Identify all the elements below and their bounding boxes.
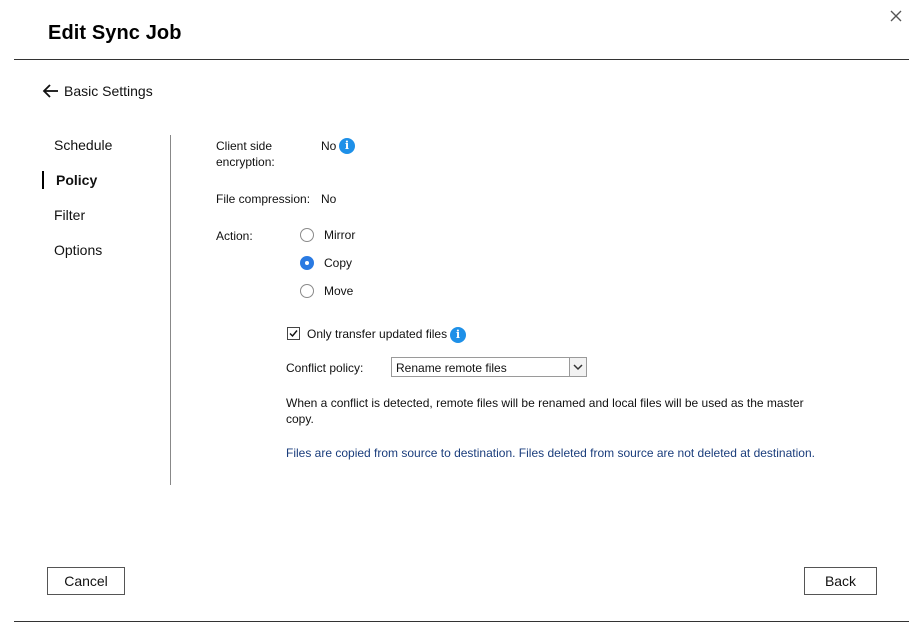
encryption-label-line2: encryption: (216, 155, 275, 169)
encryption-value: No (321, 139, 337, 153)
conflict-policy-label: Conflict policy: (286, 361, 364, 375)
radio-mirror[interactable] (300, 228, 314, 242)
only-updated-info-icon[interactable]: i (450, 327, 466, 343)
encryption-info-icon[interactable]: i (339, 138, 355, 154)
radio-move-label[interactable]: Move (324, 284, 354, 298)
cancel-button[interactable]: Cancel (47, 567, 125, 595)
nav-item-options[interactable]: Options (54, 242, 103, 258)
radio-copy-label[interactable]: Copy (324, 256, 353, 270)
only-updated-label[interactable]: Only transfer updated files (307, 327, 448, 341)
chevron-down-icon (569, 358, 586, 376)
back-button[interactable]: Back (804, 567, 877, 595)
conflict-description: When a conflict is detected, remote files will be renamed and local files will be used as the master copy. (286, 396, 804, 426)
action-label: Action: (216, 229, 253, 243)
nav-divider (170, 135, 171, 485)
nav-active-indicator (42, 171, 44, 189)
dialog-title: Edit Sync Job (48, 22, 182, 44)
conflict-policy-select[interactable] (391, 357, 587, 377)
conflict-policy-value: Rename remote files (396, 361, 507, 375)
footer-divider (14, 621, 909, 622)
action-description: Files are copied from source to destination. Files deleted from source are not deleted at destination. (286, 446, 815, 460)
header-divider (14, 59, 909, 60)
nav-item-schedule[interactable]: Schedule (54, 137, 113, 153)
compression-value: No (321, 192, 337, 206)
nav-item-filter[interactable]: Filter (54, 207, 86, 223)
close-icon[interactable] (886, 6, 906, 26)
checkmark-icon (288, 328, 299, 339)
radio-move[interactable] (300, 284, 314, 298)
only-updated-checkbox[interactable] (287, 327, 300, 340)
back-link-label: Basic Settings (64, 83, 153, 99)
arrow-left-icon (42, 82, 60, 100)
radio-copy[interactable] (300, 256, 314, 270)
back-to-basic-settings-link[interactable] (42, 80, 153, 102)
nav-item-policy[interactable]: Policy (56, 172, 98, 188)
compression-label: File compression: (216, 192, 311, 206)
encryption-label-line1: Client side (216, 139, 273, 153)
radio-mirror-label[interactable]: Mirror (324, 228, 356, 242)
